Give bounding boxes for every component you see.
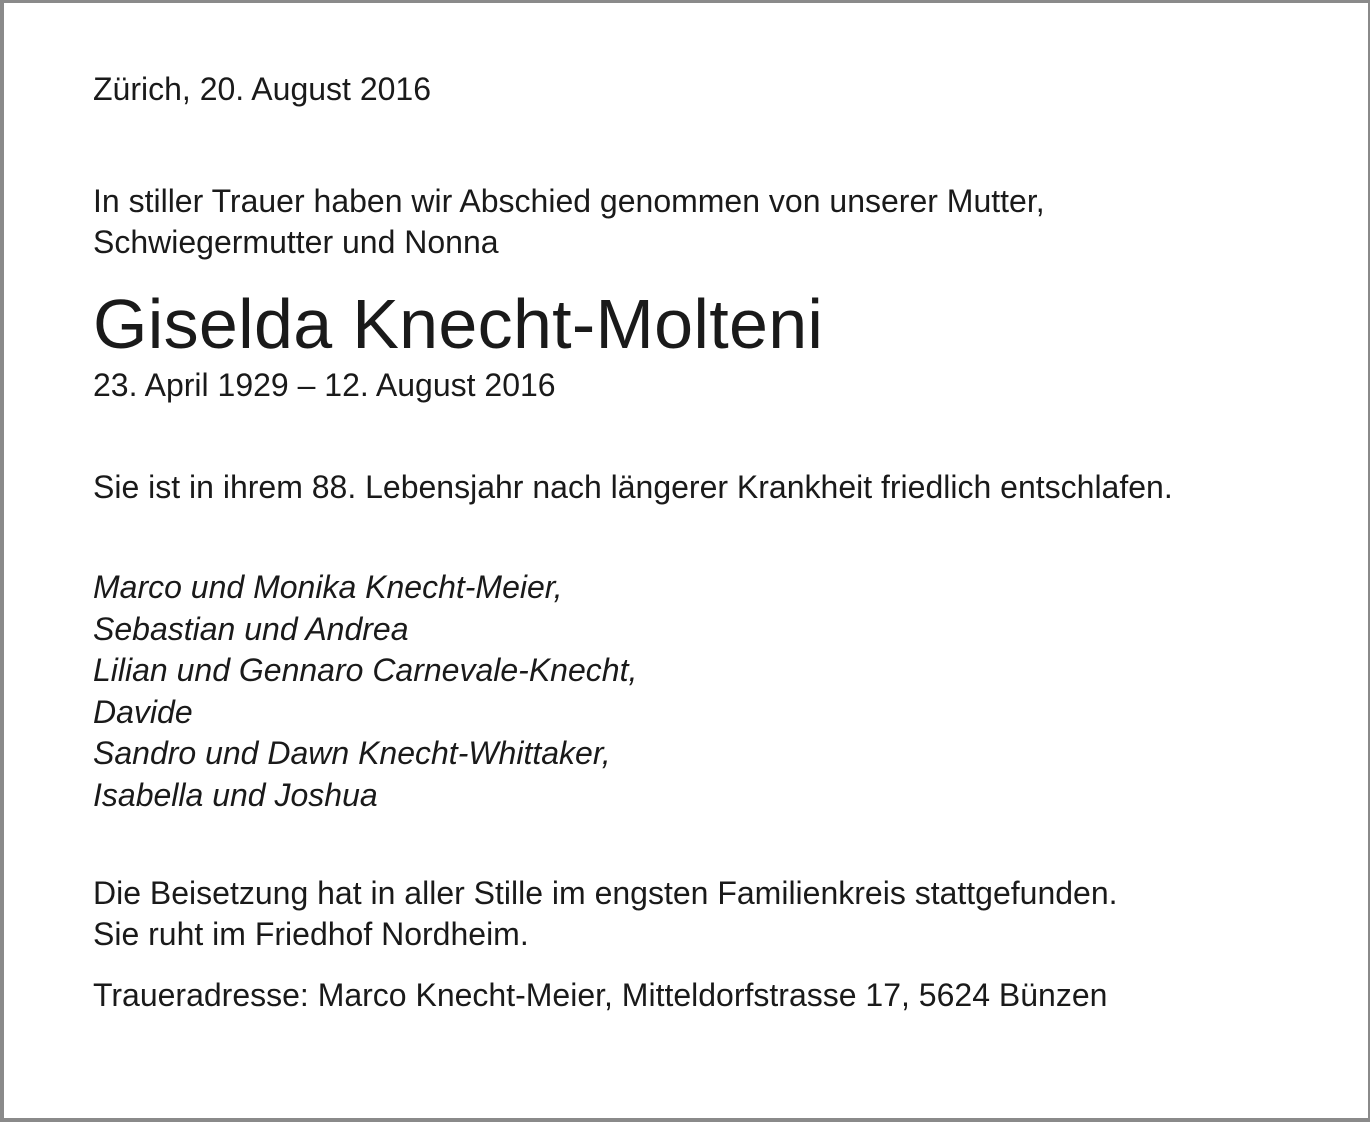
- obituary-notice: [93, 69, 1343, 1016]
- mourners-list: [93, 567, 1343, 816]
- place-date: Zürich, 20. August 2016: [93, 71, 431, 107]
- mourner-entry: Isabella und Joshua: [93, 776, 378, 813]
- mourner-entry: Sandro und Dawn Knecht-Whittaker,: [93, 735, 611, 771]
- mourner-entry: Sebastian und Andrea: [93, 610, 409, 647]
- death-statement: Sie ist in ihrem 88. Lebensjahr nach längerer Krankheit friedlich entschlafen.: [93, 469, 1173, 505]
- intro-text: [93, 181, 1343, 263]
- mourner-entry: Marco und Monika Knecht-Meier,: [93, 569, 563, 605]
- burial-line: Sie ruht im Friedhof Nordheim.: [93, 916, 529, 952]
- burial-line: Die Beisetzung hat in aller Stille im engsten Familienkreis stattgefunden.: [93, 875, 1118, 911]
- deceased-name: Giselda Knecht-Molteni: [93, 285, 824, 363]
- mourner-entry: Davide: [93, 693, 193, 730]
- intro-line: In stiller Trauer haben wir Abschied genommen von unserer Mutter,: [93, 183, 1045, 219]
- mourning-address: Traueradresse: Marco Knecht-Meier, Mitteldorfstrasse 17, 5624 Bünzen: [93, 977, 1108, 1013]
- mourner-entry: Lilian und Gennaro Carnevale-Knecht,: [93, 652, 638, 688]
- intro-line: Schwiegermutter und Nonna: [93, 224, 499, 260]
- life-dates: 23. April 1929 – 12. August 2016: [93, 367, 556, 403]
- burial-info: [93, 873, 1343, 955]
